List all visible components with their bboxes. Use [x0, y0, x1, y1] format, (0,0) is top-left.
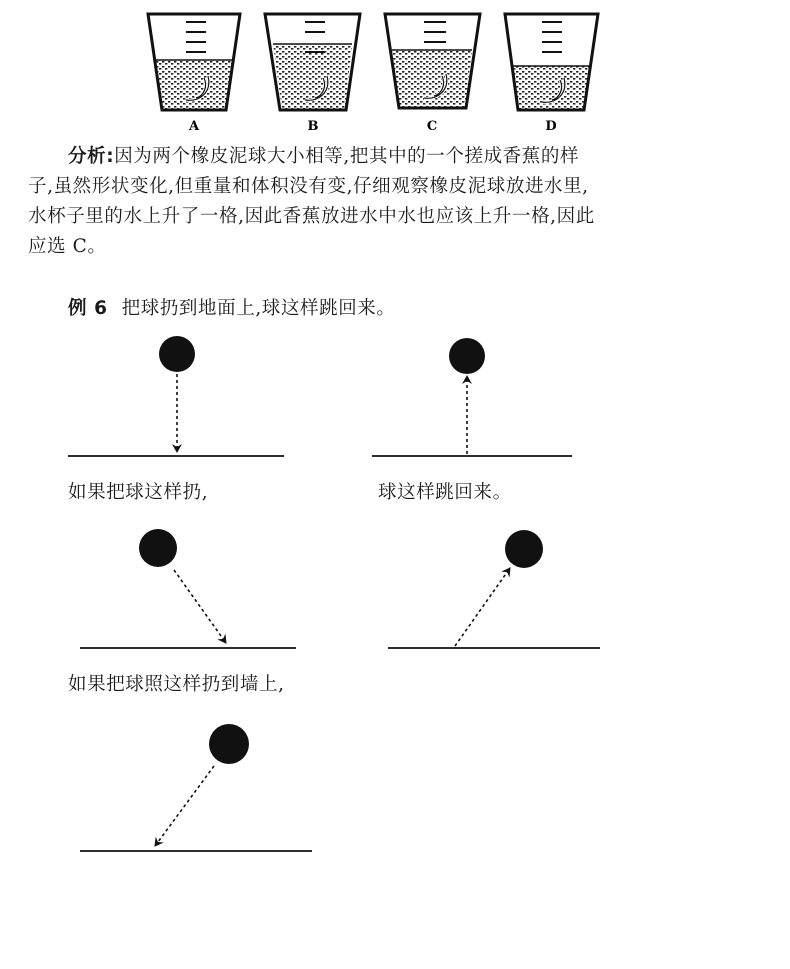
cup-label-d: D: [545, 119, 557, 134]
ball: [159, 336, 195, 372]
trajectory-arrow: [155, 766, 214, 846]
cup-d: [505, 14, 598, 110]
ball: [209, 724, 249, 764]
diagram-bounce-up: [372, 338, 572, 456]
caption-throw-down: 如果把球这样扔,: [68, 482, 209, 503]
ball: [449, 338, 485, 374]
diagram-bounce-angle: [388, 530, 600, 648]
cup-label-c: C: [426, 119, 438, 134]
analysis-line-1: 分析:因为两个橡皮泥球大小相等,把其中的一个搓成香蕉的样: [68, 146, 580, 167]
cups-figure: [0, 0, 790, 140]
trajectory-arrow: [455, 568, 510, 646]
example-text: 把球扔到地面上,球这样跳回来。: [121, 298, 396, 319]
diagram-throw-angle: [80, 529, 296, 648]
example-heading: [68, 294, 396, 320]
caption-bounce-up: 球这样跳回来。: [378, 482, 512, 503]
analysis-line-4: 应选 C。: [28, 236, 107, 257]
cup-c: [385, 14, 480, 108]
caption-throw-wall: 如果把球照这样扔到墙上,: [68, 674, 285, 695]
analysis-paragraph: [28, 142, 768, 262]
cup-label-a: A: [188, 119, 200, 134]
analysis-line-3: 水杯子里的水上升了一格,因此香蕉放进水中水也应该上升一格,因此: [28, 206, 595, 227]
example-label: 例 6: [68, 298, 108, 319]
ball: [505, 530, 543, 568]
ball-diagrams: [0, 320, 790, 880]
cup-a: [148, 14, 240, 110]
trajectory-arrow: [174, 570, 226, 643]
diagram-throw-down: [68, 336, 284, 456]
analysis-label: 分析:: [68, 146, 115, 167]
diagram-throw-wall: [80, 724, 312, 851]
ball: [139, 529, 177, 567]
analysis-line-2: 子,虽然形状变化,但重量和体积没有变,仔细观察橡皮泥球放进水里,: [28, 176, 589, 197]
cup-label-b: B: [307, 119, 319, 134]
cup-b: [265, 14, 360, 110]
